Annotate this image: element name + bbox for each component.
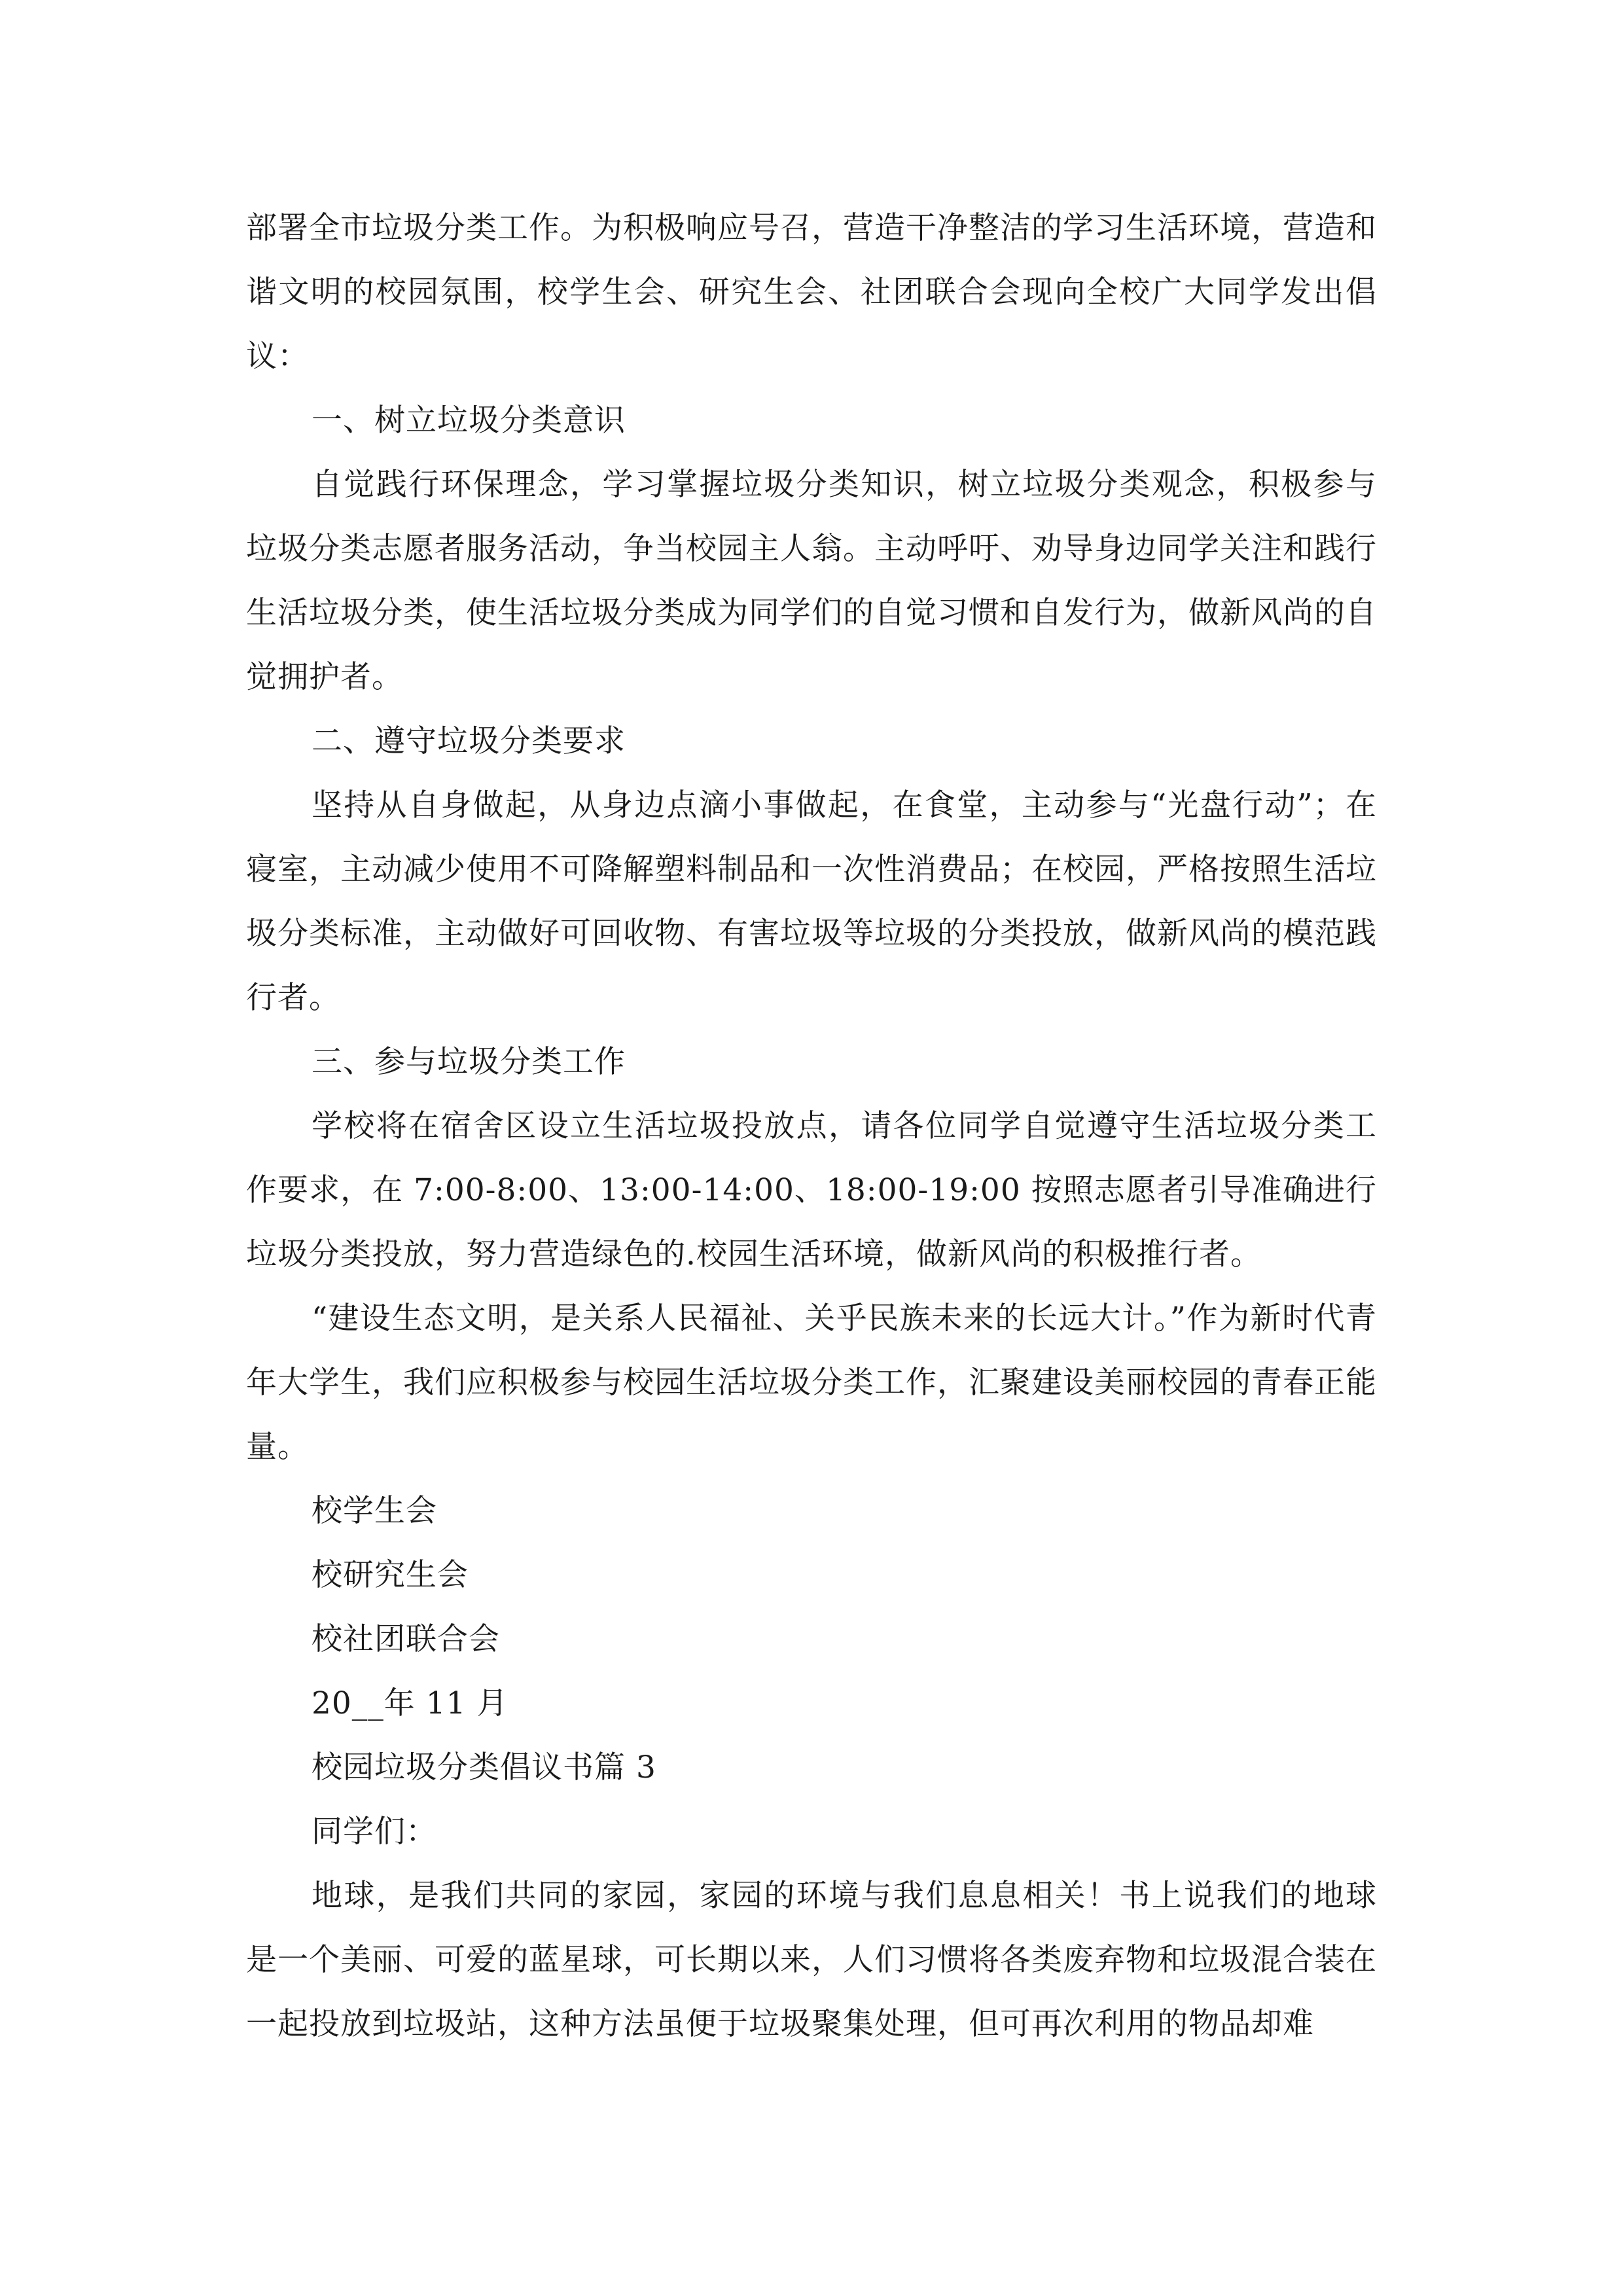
section-heading-2: 二、遵守垃圾分类要求 — [312, 723, 626, 759]
section-paragraph-3: 学校将在宿舍区设立生活垃圾投放点，请各位同学自觉遵守生活垃圾分类工作要求，在 7:00-8:00、13:00-14:00、18:00-19:00 按照志愿者引导准确进行垃圾分类投放，努力营造绿色的.校园生活环境，做新风尚的积极推行者。 — [246, 1108, 1377, 1272]
document-body — [246, 196, 1377, 2056]
section-heading-3: 三、参与垃圾分类工作 — [312, 1044, 626, 1080]
intro-paragraph: 部署全市垃圾分类工作。为积极响应号召，营造干净整洁的学习生活环境，营造和谐文明的校园氛围，校学生会、研究生会、社团联合会现向全校广大同学发出倡议： — [246, 210, 1377, 374]
salutation: 同学们： — [312, 1814, 437, 1850]
article-title: 校园垃圾分类倡议书篇 3 — [312, 1749, 656, 1785]
signature-student-union: 校学生会 — [312, 1493, 437, 1529]
signature-club-federation: 校社团联合会 — [312, 1621, 500, 1657]
signature-graduate-union: 校研究生会 — [312, 1557, 469, 1593]
section-paragraph-2: 坚持从自身做起，从身边点滴小事做起，在食堂，主动参与“光盘行动”；在寝室，主动减少使用不可降解塑料制品和一次性消费品；在校园，严格按照生活垃圾分类标准，主动做好可回收物、有害垃圾等垃圾的分类投放，做新风尚的模范践行者。 — [246, 787, 1377, 1016]
article-paragraph-1: 地球，是我们共同的家园，家园的环境与我们息息相关！书上说我们的地球是一个美丽、可爱的蓝星球，可长期以来，人们习惯将各类废弃物和垃圾混合装在一起投放到垃圾站，这种方法虽便于垃圾聚集处理，但可再次利用的物品却难 — [246, 1878, 1377, 2042]
signature-date: 20__年 11 月 — [312, 1685, 508, 1721]
section-heading-1: 一、树立垃圾分类意识 — [312, 403, 626, 439]
section-paragraph-1: 自觉践行环保理念，学习掌握垃圾分类知识，树立垃圾分类观念，积极参与垃圾分类志愿者服务活动，争当校园主人翁。主动呼吁、劝导身边同学关注和践行生活垃圾分类，使生活垃圾分类成为同学们的自觉习惯和自发行为，做新风尚的自觉拥护者。 — [246, 467, 1377, 695]
closing-paragraph: “建设生态文明，是关系人民福祉、关乎民族未来的长远大计。”作为新时代青年大学生，我们应积极参与校园生活垃圾分类工作，汇聚建设美丽校园的青春正能量。 — [246, 1300, 1377, 1465]
